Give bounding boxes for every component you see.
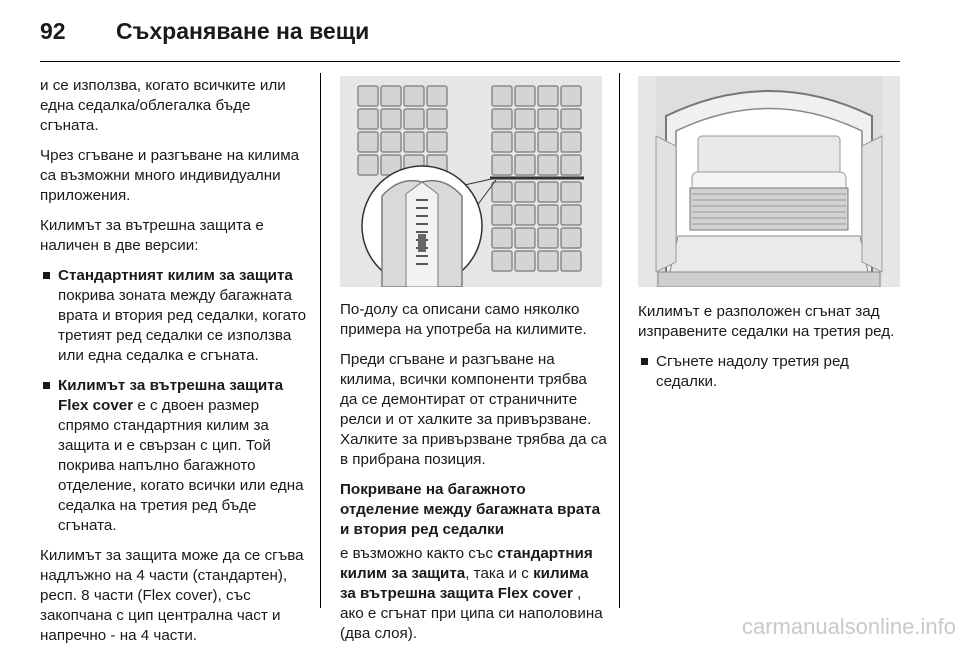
col1-paragraph-2: Чрез сгъване и разгъване на килима са възможни много индивидуални приложения. — [40, 147, 300, 204]
bullet-square-icon — [43, 382, 50, 389]
bullet-1-text: покрива зоната между багажната врата и втория ред седалки, когато третият ред седалки се използва или една седалка е сгъната. — [58, 287, 307, 364]
column-divider-2 — [619, 73, 620, 608]
col1-paragraph-3: Килимът за вътрешна защита е наличен в две версии: — [40, 217, 264, 254]
page-number: 92 — [40, 18, 66, 44]
trunk-illustration — [638, 76, 900, 287]
bullet-2-bold: Килимът за вътрешна защита Flex cover — [58, 377, 284, 414]
col1-bullet-2 — [40, 376, 310, 536]
column-divider-1 — [320, 73, 321, 608]
col1-bullet-1 — [40, 266, 310, 366]
column-1 — [40, 76, 310, 656]
col3-bullet-1-text: Сгънете надолу третия ред седалки. — [656, 353, 849, 390]
col1-paragraph-4: Килимът за защита може да се сгъва надлъжно на 4 части (стандартен), респ. 8 части (Flex cover), със закопчана с цип централна част и напречно - на 4 части. — [40, 547, 304, 644]
col3-bullet-1 — [638, 352, 900, 392]
bullet-1-bold: Стандартният килим за защита — [58, 267, 293, 284]
header-rule — [40, 61, 900, 62]
zip-cover-illustration — [340, 76, 602, 287]
col2-heading: Покриване на багажното отделение между багажната врата и втория ред седалки — [340, 481, 601, 538]
col2-paragraph-1: По-долу са описани само няколко примера на употреба на килимите. — [340, 301, 587, 338]
bullet-2-text: е с двоен размер спрямо стандартния килим за защита и е свързан с цип. Той покрива напълно багажното отделение, когато всички или една седалка на третия ред бъде сгъната. — [58, 397, 304, 534]
zip-cover-svg — [340, 76, 602, 287]
column-2 — [340, 300, 608, 654]
col1-paragraph-1: и се използва, когато всичките или една седалка/облегалка бъде сгъната. — [40, 77, 286, 134]
col2-paragraph-2: Преди сгъване и разгъване на килима, всички компоненти трябва да се демонтират от страничните релси и от халките за привързване. Халките за привързване трябва да са в прибрана позиция. — [340, 351, 607, 468]
col3-paragraph-1: Килимът е разположен сгънат зад изправените седалки на третия ред. — [638, 303, 895, 340]
column-3 — [638, 302, 900, 402]
col2-paragraph-3: е възможно както със стандартния килим за защита, така и с килима за вътрешна защита Flex cover , ако е сгънат при ципа си наполовина (два слоя). — [340, 545, 603, 642]
bullet-square-icon — [641, 358, 648, 365]
page-title: Съхраняване на вещи — [116, 18, 370, 44]
trunk-svg — [638, 76, 900, 287]
bullet-square-icon — [43, 272, 50, 279]
watermark: carmanualsonline.info — [741, 614, 956, 639]
page-header — [0, 0, 960, 62]
